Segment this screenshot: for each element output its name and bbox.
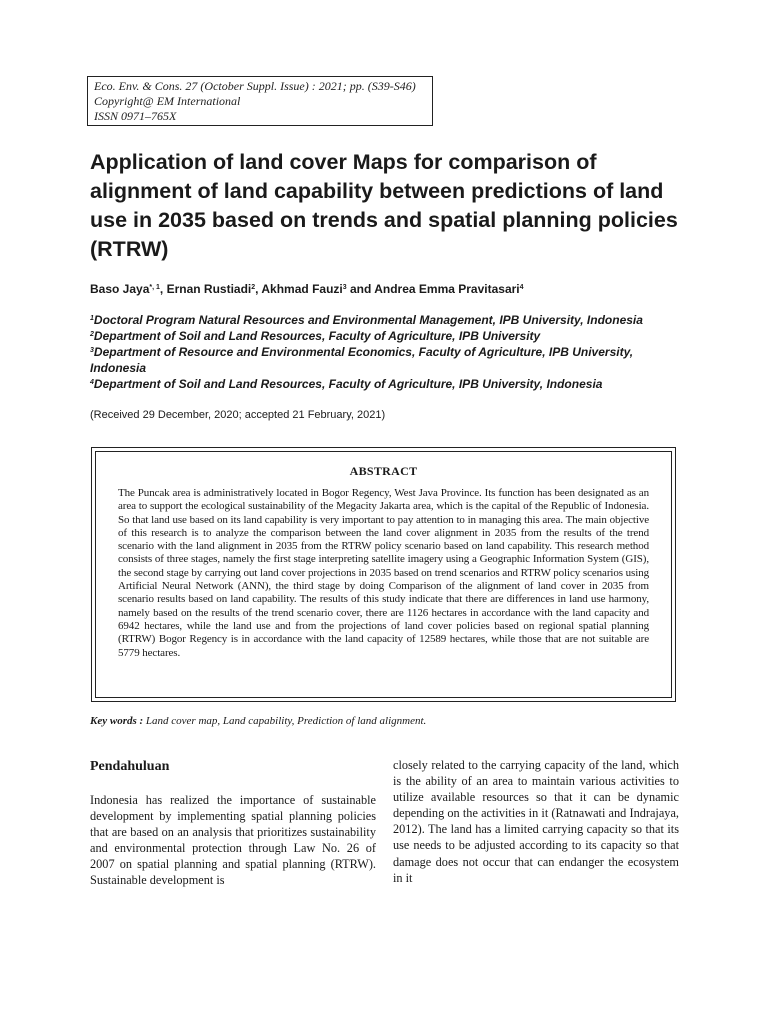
author-separator: , <box>255 282 262 296</box>
author-separator: and <box>346 282 375 296</box>
abstract-heading: ABSTRACT <box>349 464 418 478</box>
keywords <box>90 714 680 728</box>
affiliation-item <box>90 312 680 328</box>
keywords-label: Key words : <box>90 715 144 727</box>
abstract-box <box>91 447 676 702</box>
affiliation-text: Department of Soil and Land Resources, Faculty of Agriculture, IPB University <box>93 329 541 343</box>
affiliation-number: 2 <box>90 331 94 338</box>
keywords-values: Land cover map, Land capability, Prediction of land alignment. <box>145 715 427 727</box>
journal-citation: Eco. Env. & Cons. 27 (October Suppl. Issue) : 2021; pp. (S39-S46) <box>94 79 416 93</box>
copyright-line: Copyright@ EM International <box>94 94 241 108</box>
author-list <box>90 282 690 297</box>
author-name: Andrea Emma Pravitasari <box>374 282 520 296</box>
affiliation-number: 3 <box>90 347 94 354</box>
right-column <box>393 757 679 886</box>
affiliation-number: 4 <box>90 379 94 386</box>
paper-title: Application of land cover Maps for comparison of alignment of land capability between predictions of land use in 2035 based on trends and spatial planning policies (RTRW) <box>90 150 678 261</box>
affiliation-item <box>90 328 680 344</box>
right-column-text: closely related to the carrying capacity of the land, which is the ability of an area to maintain various activities to utilize available resources so that it can be dynamic depending on the activities in it (Ratnawati and Indrajaya, 2012). The land has a limited carrying capacity so that its use needs to be adjusted according to its capacity so that damage does not occur that can endanger the ecosystem in it <box>393 758 679 885</box>
affiliation-item <box>90 376 680 392</box>
author-separator: , <box>159 282 167 296</box>
author-name: Baso Jaya <box>90 282 150 296</box>
abstract-inner-frame <box>95 451 672 698</box>
affiliation-text: Department of Soil and Land Resources, Faculty of Agriculture, IPB University, Indonesia <box>93 377 603 391</box>
author-name: Akhmad Fauzi <box>261 282 343 296</box>
left-column-text: Indonesia has realized the importance of sustainable development by implementing spatial planning policies that are based on an analysis that prioritizes sustainability and environmental protection through Law No. 26 of 2007 on spatial planning and spatial planning (RTRW). Sustainable development is <box>90 793 376 888</box>
author-affiliation-marker: 2 <box>251 284 256 291</box>
affiliation-text: Department of Resource and Environmental Economics, Faculty of Agriculture, IPB University, Indonesia <box>90 345 634 375</box>
author-affiliation-marker: 4 <box>519 284 524 291</box>
section-heading: Pendahuluan <box>90 759 170 774</box>
author-affiliation-marker: 3 <box>342 284 347 291</box>
affiliation-item <box>90 344 680 376</box>
abstract-text: The Puncak area is administratively located in Bogor Regency, West Java Province. Its function has been designated as an area to support the ecological sustainability of the Megacity Jakarta area, which is the capital of the Republic of Indonesia. So that land use based on its land capability is very important to pay attention to in managing this area. The main objective of this research is to analyze the comparison between the land cover alignment in 2035 from the results of the trend scenario with the land alignment in 2035 from the RTRW policy scenario based on land capability. This research method consists of three stages, namely the first stage interpreting satellite imagery using a Geographic Information System (GIS), the second stage by carrying out land cover projections in 2035 based on trend scenarios and RTRW policy scenarios using Artificial Neural Network (ANN), the third stage by doing Comparison of the alignment of land cover in 2035 from scenario results based on land capability. The results of this study indicate that there are differences in land use harmony, namely based on the results of the trend scenario cover, there are 1126 hectares in accordance with the land capacity and 6942 hectares, while the land use and from the projections of land cover policies based on regional spatial planning (RTRW) Bogor Regency is in accordance with the land capacity of 12589 hectares, while those that are not suitable are 5779 hectares. <box>118 487 649 659</box>
left-column <box>90 758 376 889</box>
author-name: Ernan Rustiadi <box>166 282 252 296</box>
citation-box <box>87 76 433 126</box>
received-dates: (Received 29 December, 2020; accepted 21 February, 2021) <box>90 409 386 421</box>
author-affiliation-marker: *, 1 <box>149 284 160 291</box>
issn-line: ISSN 0971–765X <box>94 109 177 123</box>
affiliation-text: Doctoral Program Natural Resources and Environmental Management, IPB University, Indonesia <box>93 313 643 327</box>
affiliation-number: 1 <box>90 315 94 322</box>
affiliation-list <box>90 312 680 392</box>
